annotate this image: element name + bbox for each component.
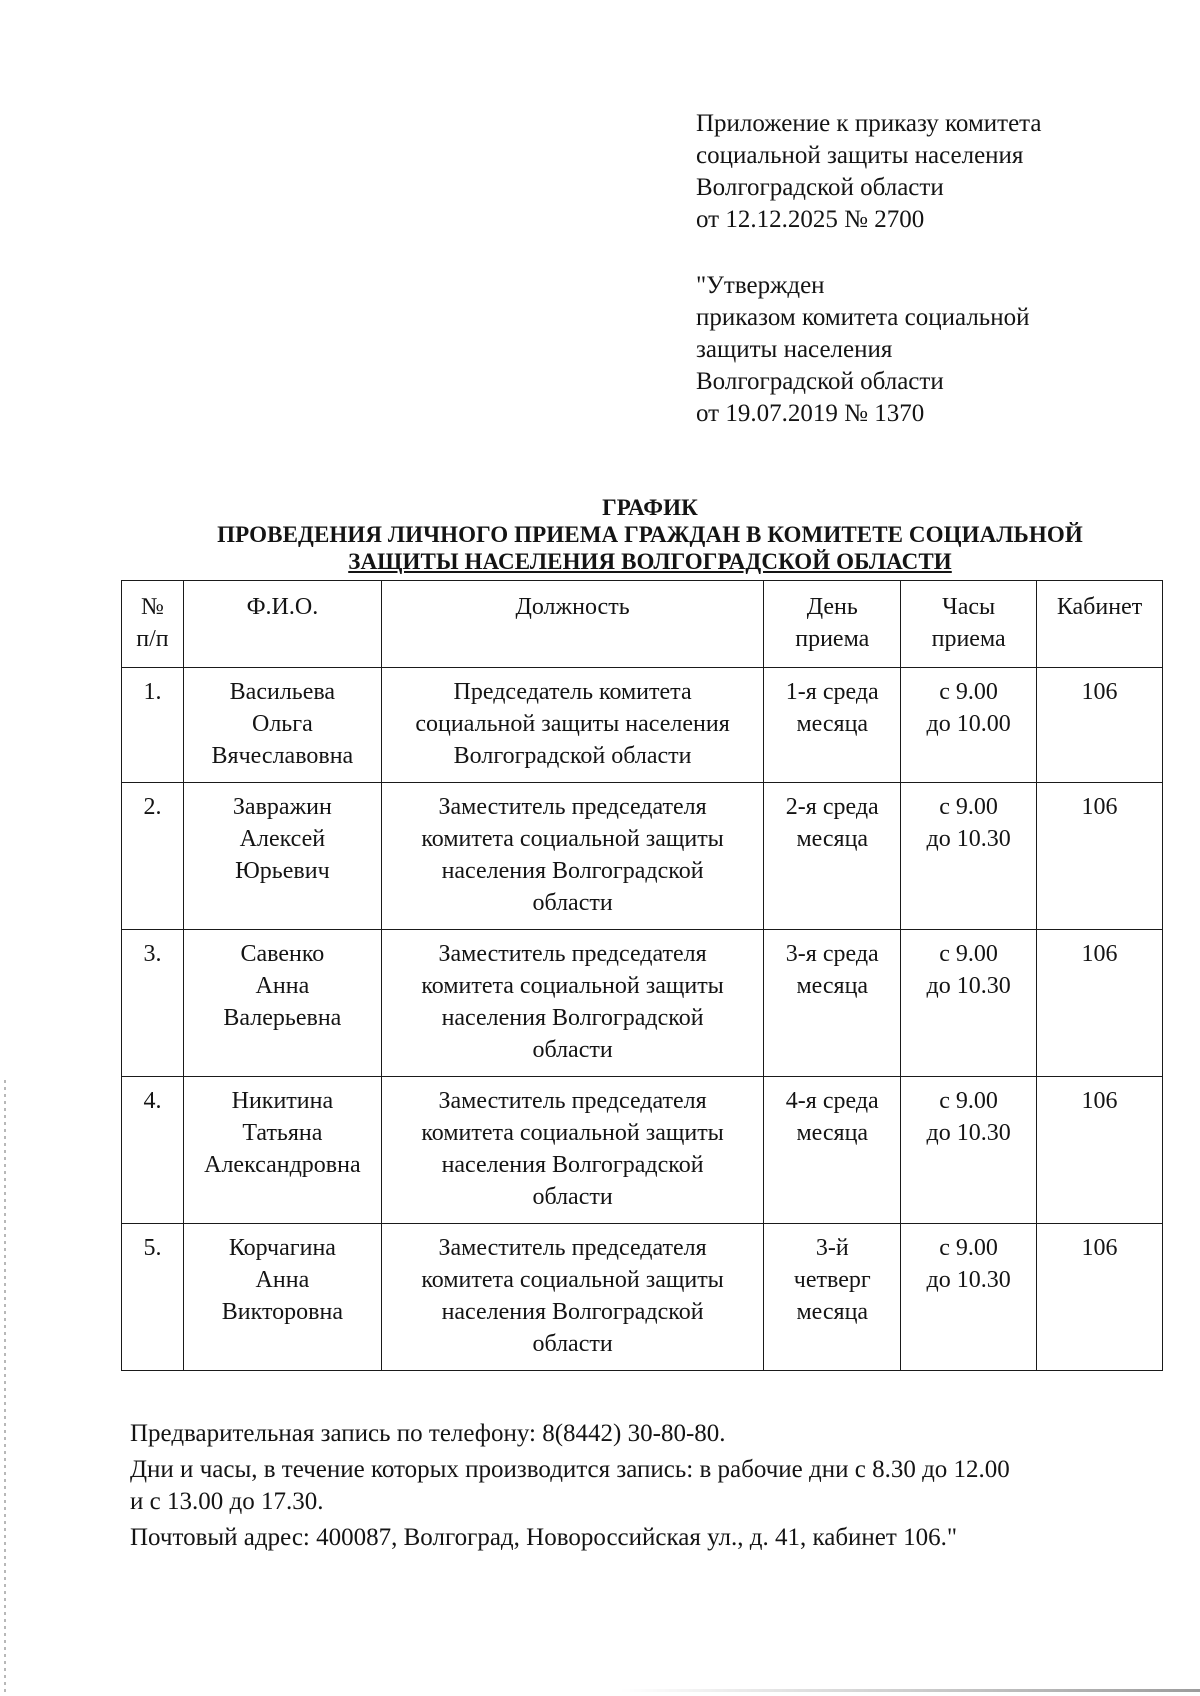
position-line: комитета социальной защиты [421, 973, 724, 999]
row-number: 3. [122, 930, 184, 1077]
row-name [183, 930, 381, 1077]
hours-line: с 9.00 [939, 794, 998, 820]
position-line: комитета социальной защиты [421, 1267, 724, 1293]
header-number [122, 581, 184, 668]
day-line: четверг [793, 1267, 871, 1293]
name-part: Татьяна [242, 1120, 323, 1146]
hours-line: с 9.00 [939, 679, 998, 705]
header-text: приема [931, 626, 1006, 652]
hours-line: до 10.30 [926, 1120, 1011, 1146]
position-line: населения Волгоградской [441, 858, 704, 884]
day-line: 3-я среда [785, 941, 879, 967]
header-text: Должность [515, 594, 630, 620]
position-line: области [532, 1184, 613, 1210]
row-position [381, 783, 763, 930]
position-line: комитета социальной защиты [421, 1120, 724, 1146]
day-line: 1-я среда [785, 679, 879, 705]
row-hours [901, 783, 1037, 930]
phone-note: Предварительная запись по телефону: 8(8442) 30-80-80. [130, 1420, 726, 1447]
header-hours [901, 581, 1037, 668]
spacer [696, 236, 1156, 270]
scan-shadow-artifact [620, 1689, 1200, 1692]
approved-order-date: от 19.07.2019 № 1370 [696, 400, 925, 427]
table-row [122, 930, 1163, 1077]
table-row [122, 1077, 1163, 1224]
name-part: Ольга [252, 711, 313, 737]
position-line: Заместитель председателя [438, 794, 707, 820]
name-part: Савенко [240, 941, 325, 967]
position-line: Заместитель председателя [438, 941, 707, 967]
header-text: Ф.И.О. [246, 594, 319, 620]
header-room [1037, 581, 1163, 668]
booking-hours-note-cont: и с 13.00 до 17.30. [130, 1488, 324, 1515]
title-line: ЗАЩИТЫ НАСЕЛЕНИЯ ВОЛГОГРАДСКОЙ ОБЛАСТИ [348, 549, 952, 574]
hours-line: с 9.00 [939, 1235, 998, 1261]
table-row [122, 668, 1163, 783]
appendix-line: социальной защиты населения [696, 142, 1024, 169]
reception-schedule-table [121, 580, 1163, 1371]
header-position [381, 581, 763, 668]
position-line: социальной защиты населения [415, 711, 730, 737]
title-line: ПРОВЕДЕНИЯ ЛИЧНОГО ПРИЕМА ГРАЖДАН В КОМИТЕТЕ СОЦИАЛЬНОЙ [217, 522, 1083, 547]
header-name [183, 581, 381, 668]
row-position [381, 668, 763, 783]
row-position [381, 930, 763, 1077]
row-room: 106 [1037, 1224, 1163, 1371]
table-header [122, 581, 1163, 668]
row-number: 1. [122, 668, 184, 783]
day-line: месяца [796, 1299, 869, 1325]
row-day [764, 1224, 901, 1371]
position-line: Заместитель председателя [438, 1088, 707, 1114]
appendix-order-date: от 12.12.2025 № 2700 [696, 206, 925, 233]
name-part: Завражин [232, 794, 332, 820]
hours-line: до 10.30 [926, 1267, 1011, 1293]
title-line: ГРАФИК [602, 495, 698, 520]
row-number: 4. [122, 1077, 184, 1224]
table-row [122, 1224, 1163, 1371]
position-line: населения Волгоградской [441, 1005, 704, 1031]
position-line: Заместитель председателя [438, 1235, 707, 1261]
approval-block [696, 108, 1156, 430]
hours-line: до 10.00 [926, 711, 1011, 737]
name-part: Анна [255, 1267, 310, 1293]
row-name [183, 668, 381, 783]
row-day [764, 1077, 901, 1224]
approved-line: защиты населения [696, 336, 893, 363]
row-hours [901, 1077, 1037, 1224]
row-name [183, 1224, 381, 1371]
position-line: Волгоградской области [453, 743, 692, 769]
position-line: населения Волгоградской [441, 1152, 704, 1178]
header-text: п/п [136, 626, 169, 652]
position-line: области [532, 1037, 613, 1063]
postal-address: Почтовый адрес: 400087, Волгоград, Новороссийская ул., д. 41, кабинет 106." [130, 1524, 958, 1551]
name-part: Валерьевна [223, 1005, 342, 1031]
name-part: Корчагина [228, 1235, 336, 1261]
day-line: 2-я среда [785, 794, 879, 820]
scan-edge-artifact [4, 1080, 6, 1696]
table-body [122, 668, 1163, 1371]
row-room: 106 [1037, 668, 1163, 783]
header-text: День [806, 594, 858, 620]
booking-hours-note: Дни и часы, в течение которых производится запись: в рабочие дни с 8.30 до 12.00 [130, 1456, 1010, 1483]
name-part: Юрьевич [235, 858, 330, 884]
row-hours [901, 668, 1037, 783]
row-name [183, 1077, 381, 1224]
approved-line: приказом комитета социальной [696, 304, 1030, 331]
day-line: месяца [796, 826, 869, 852]
row-name [183, 783, 381, 930]
row-day [764, 783, 901, 930]
appendix-line: Волгоградской области [696, 174, 944, 201]
header-row [122, 581, 1163, 668]
row-day [764, 668, 901, 783]
header-text: Кабинет [1056, 594, 1143, 620]
name-part: Алексей [239, 826, 326, 852]
row-day [764, 930, 901, 1077]
appendix-line: Приложение к приказу комитета [696, 110, 1042, 137]
day-line: 3-й [815, 1235, 849, 1261]
day-line: месяца [796, 711, 869, 737]
header-day [764, 581, 901, 668]
footer-notes [130, 1418, 1170, 1558]
row-hours [901, 930, 1037, 1077]
position-line: комитета социальной защиты [421, 826, 724, 852]
day-line: месяца [796, 1120, 869, 1146]
header-text: № [141, 594, 164, 620]
hours-line: с 9.00 [939, 1088, 998, 1114]
hours-line: с 9.00 [939, 941, 998, 967]
row-room: 106 [1037, 1077, 1163, 1224]
header-text: Часы [942, 594, 996, 620]
schedule-title [120, 494, 1180, 575]
name-part: Анна [255, 973, 310, 999]
approved-line: "Утвержден [696, 272, 825, 299]
position-line: области [532, 890, 613, 916]
name-part: Александровна [204, 1152, 361, 1178]
name-part: Вячеславовна [211, 743, 354, 769]
name-part: Викторовна [221, 1299, 343, 1325]
row-hours [901, 1224, 1037, 1371]
row-position [381, 1224, 763, 1371]
row-number: 2. [122, 783, 184, 930]
row-position [381, 1077, 763, 1224]
row-room: 106 [1037, 783, 1163, 930]
position-line: населения Волгоградской [441, 1299, 704, 1325]
day-line: 4-я среда [785, 1088, 879, 1114]
row-number: 5. [122, 1224, 184, 1371]
hours-line: до 10.30 [926, 973, 1011, 999]
name-part: Никитина [231, 1088, 334, 1114]
table-row [122, 783, 1163, 930]
hours-line: до 10.30 [926, 826, 1011, 852]
name-part: Васильева [229, 679, 336, 705]
position-line: Председатель комитета [453, 679, 692, 705]
row-room: 106 [1037, 930, 1163, 1077]
header-text: приема [795, 626, 870, 652]
approved-line: Волгоградской области [696, 368, 944, 395]
position-line: области [532, 1331, 613, 1357]
day-line: месяца [796, 973, 869, 999]
